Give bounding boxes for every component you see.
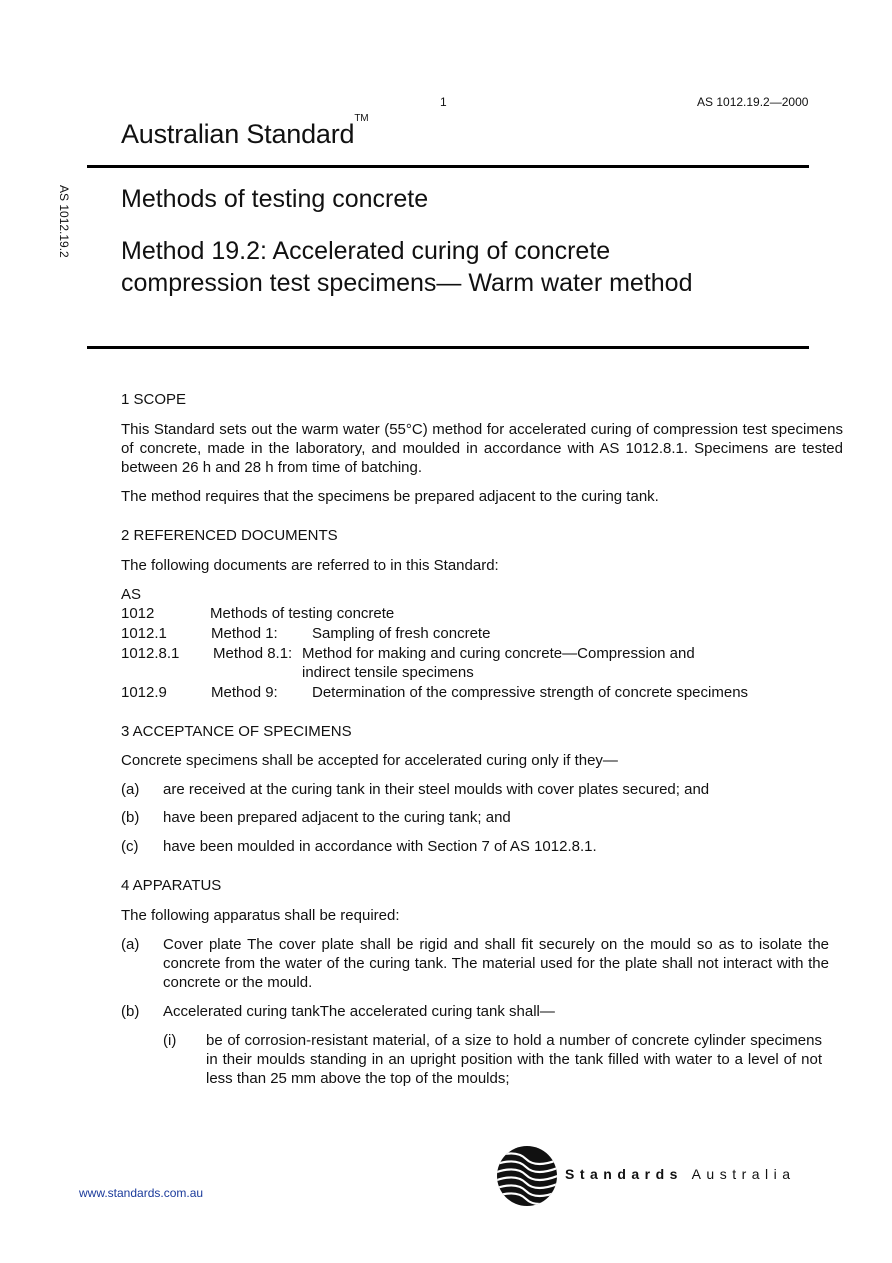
scope-heading: 1 SCOPE [121,391,187,408]
wordmark-bold: Standards [565,1166,683,1182]
reference-title-continued: indirect tensile specimens [302,664,474,681]
reference-title: Methods of testing concrete [210,605,395,622]
list-item-label: (b) [121,809,140,826]
method-title: Method 19.2: Accelerated curing of concrete compression test specimens— Warm water method [121,237,693,297]
trademark-mark: TM [354,113,369,124]
list-item-label: (a) [121,781,140,798]
bottom-rule [87,346,809,349]
list-item-text: have been prepared adjacent to the curing tank; and [163,809,511,826]
list-item [121,1002,829,1021]
reference-method: Method 1: [211,625,278,642]
side-document-code: AS 1012.19.2 [57,185,71,258]
acceptance-intro: Concrete specimens shall be accepted for accelerated curing only if they— [121,752,618,769]
standards-australia-logo-icon [496,1145,558,1207]
series-title: Methods of testing concrete [121,185,429,213]
list-item-label: (b) [121,1003,140,1020]
sub-list-item [163,1031,822,1088]
acceptance-heading: 3 ACCEPTANCE OF SPECIMENS [121,723,352,740]
brand-name: Australian Standard [121,119,355,149]
scope-paragraph-1: This Standard sets out the warm water (55°C) method for accelerated curing of compression test specimens of concrete, made in the laboratory, and moulded in accordance with AS 1012.8.1. Specimens are tested between 26 h and 28 h from time of batching. [121,421,843,476]
sub-list-item-text: be of corrosion-resistant material, of a size to hold a number of concrete cylinder specimens in their moulds standing in an upright position with the tank filled with water to a level of not less than 25 mm above the top of the moulds; [206,1032,822,1087]
list-item [121,808,821,827]
reference-title: Sampling of fresh concrete [312,625,491,642]
sub-list-item-label: (i) [163,1032,177,1049]
reference-code: 1012.9 [121,684,167,701]
list-item [121,935,829,992]
standards-australia-wordmark [565,1166,796,1182]
references-intro: The following documents are referred to in this Standard: [121,557,499,574]
list-item-label: (c) [121,838,139,855]
reference-code: 1012.8.1 [121,645,180,662]
reference-code: 1012.1 [121,625,167,642]
apparatus-heading: 4 APPARATUS [121,877,222,894]
scope-paragraph-2: The method requires that the specimens be prepared adjacent to the curing tank. [121,488,659,505]
apparatus-intro: The following apparatus shall be required: [121,907,400,924]
list-item-text: Cover plate The cover plate shall be rigid and shall fit securely on the mould so as to isolate the concrete from the water of the curing tank. The material used for the plate shall not interact with the concrete or the mould. [163,936,829,991]
reference-method: Method 9: [211,684,278,701]
reference-title: Determination of the compressive strength of concrete specimens [312,684,749,701]
references-group: AS [121,586,142,603]
references-heading: 2 REFERENCED DOCUMENTS [121,527,338,544]
list-item [121,837,821,856]
list-item-text: Accelerated curing tankThe accelerated curing tank shall— [163,1003,555,1020]
brand-title [121,113,369,150]
document-code: AS 1012.19.2—2000 [697,95,809,109]
reference-method: Method 8.1: [213,645,293,662]
list-item-text: have been moulded in accordance with Section 7 of AS 1012.8.1. [163,838,597,855]
reference-code: 1012 [121,605,155,622]
list-item-text: are received at the curing tank in their steel moulds with cover plates secured; and [163,781,710,798]
list-item [121,780,821,799]
reference-title: Method for making and curing concrete—Compression and [302,645,695,662]
website-link[interactable]: www.standards.com.au [79,1186,204,1200]
page-number: 1 [440,95,447,109]
wordmark-light: Australia [691,1166,796,1182]
top-rule [87,165,809,168]
list-item-label: (a) [121,936,140,953]
